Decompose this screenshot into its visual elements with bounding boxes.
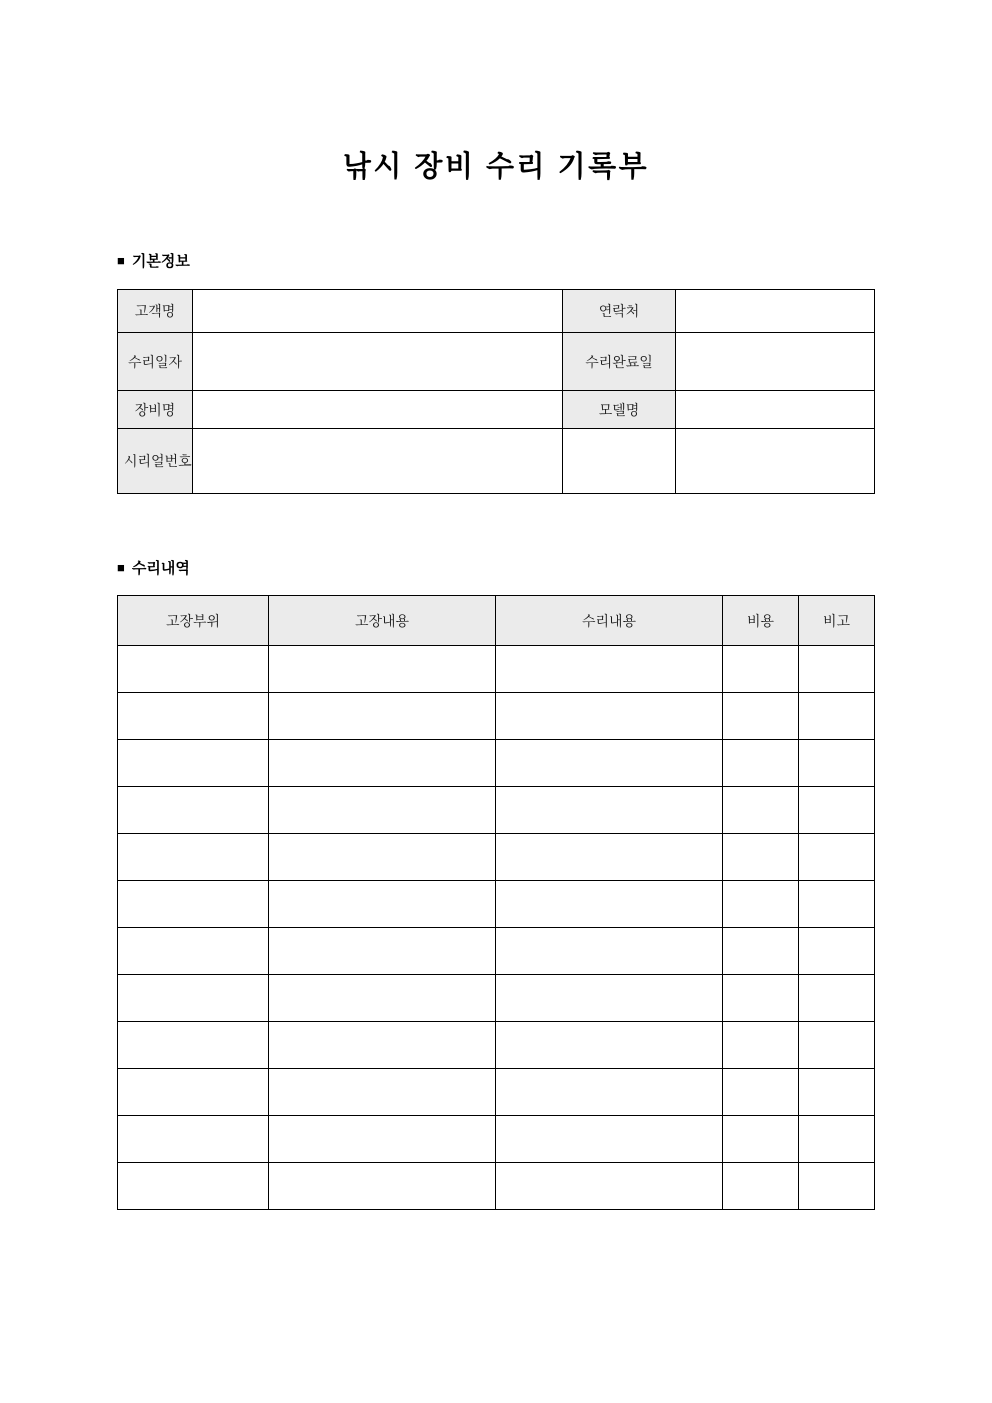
table-row [118,646,875,693]
field-value-repair-completion-date[interactable] [676,333,875,391]
cell-cost[interactable] [723,693,799,740]
table-row [118,787,875,834]
table-row [118,1069,875,1116]
column-header-repair-detail: 수리내용 [496,596,723,646]
field-label-model-name: 모델명 [563,391,676,429]
cell-note[interactable] [799,1116,875,1163]
field-label-repair-completion-date: 수리완료일 [563,333,676,391]
field-value-customer-name[interactable] [193,290,563,333]
cell-repair-detail[interactable] [496,787,723,834]
cell-note[interactable] [799,975,875,1022]
cell-repair-detail[interactable] [496,975,723,1022]
cell-fault-part[interactable] [118,646,269,693]
cell-note[interactable] [799,646,875,693]
cell-fault-part[interactable] [118,928,269,975]
cell-repair-detail[interactable] [496,881,723,928]
cell-cost[interactable] [723,975,799,1022]
table-row [118,1163,875,1210]
cell-repair-detail[interactable] [496,646,723,693]
cell-fault-detail[interactable] [269,1022,496,1069]
table-row [118,333,875,391]
cell-note[interactable] [799,693,875,740]
column-header-note: 비고 [799,596,875,646]
cell-repair-detail[interactable] [496,1069,723,1116]
field-label-serial-number: 시리얼번호 [118,429,193,494]
cell-repair-detail[interactable] [496,1116,723,1163]
field-value-serial-number[interactable] [193,429,563,494]
cell-fault-detail[interactable] [269,693,496,740]
table-row [118,881,875,928]
cell-fault-detail[interactable] [269,740,496,787]
section-heading-basic-info [117,250,190,273]
cell-fault-part[interactable] [118,1116,269,1163]
cell-fault-part[interactable] [118,740,269,787]
field-value-repair-date[interactable] [193,333,563,391]
section-heading-basic-info-label: 기본정보 [131,253,190,270]
field-value-equipment-name[interactable] [193,391,563,429]
field-empty-cell-2[interactable] [676,429,875,494]
cell-note[interactable] [799,787,875,834]
cell-fault-part[interactable] [118,834,269,881]
field-label-equipment-name: 장비명 [118,391,193,429]
cell-fault-detail[interactable] [269,1116,496,1163]
page-title: 낚시 장비 수리 기록부 [342,151,650,184]
cell-cost[interactable] [723,1022,799,1069]
cell-fault-detail[interactable] [269,646,496,693]
cell-fault-detail[interactable] [269,881,496,928]
basic-info-table [117,289,875,494]
cell-fault-part[interactable] [118,881,269,928]
cell-fault-part[interactable] [118,1163,269,1210]
table-header-row [118,596,875,646]
cell-cost[interactable] [723,646,799,693]
cell-fault-part[interactable] [118,787,269,834]
section-heading-repair-details [117,557,190,580]
cell-cost[interactable] [723,787,799,834]
table-row [118,928,875,975]
table-row [118,290,875,333]
table-row [118,834,875,881]
cell-repair-detail[interactable] [496,1163,723,1210]
table-row [118,429,875,494]
cell-fault-detail[interactable] [269,1163,496,1210]
column-header-fault-part: 고장부위 [118,596,269,646]
section-heading-repair-details-label: 수리내역 [131,560,190,577]
cell-note[interactable] [799,740,875,787]
cell-fault-detail[interactable] [269,1069,496,1116]
field-empty-cell-1[interactable] [563,429,676,494]
repair-details-table [117,595,875,1210]
cell-repair-detail[interactable] [496,693,723,740]
field-value-contact[interactable] [676,290,875,333]
cell-repair-detail[interactable] [496,740,723,787]
cell-fault-part[interactable] [118,1022,269,1069]
column-header-cost: 비용 [723,596,799,646]
table-row [118,740,875,787]
square-bullet-icon: ■ [117,560,125,575]
cell-note[interactable] [799,1163,875,1210]
cell-cost[interactable] [723,834,799,881]
cell-fault-detail[interactable] [269,975,496,1022]
square-bullet-icon: ■ [117,253,125,268]
table-row [118,1022,875,1069]
cell-fault-detail[interactable] [269,834,496,881]
cell-cost[interactable] [723,1069,799,1116]
cell-cost[interactable] [723,1163,799,1210]
cell-fault-part[interactable] [118,693,269,740]
cell-cost[interactable] [723,928,799,975]
cell-fault-part[interactable] [118,975,269,1022]
table-row [118,693,875,740]
cell-note[interactable] [799,881,875,928]
field-label-contact: 연락처 [563,290,676,333]
cell-note[interactable] [799,1022,875,1069]
cell-cost[interactable] [723,881,799,928]
cell-repair-detail[interactable] [496,1022,723,1069]
field-label-repair-date: 수리일자 [118,333,193,391]
cell-fault-detail[interactable] [269,787,496,834]
cell-fault-detail[interactable] [269,928,496,975]
cell-note[interactable] [799,834,875,881]
table-row [118,975,875,1022]
field-value-model-name[interactable] [676,391,875,429]
cell-fault-part[interactable] [118,1069,269,1116]
cell-cost[interactable] [723,740,799,787]
cell-repair-detail[interactable] [496,834,723,881]
cell-note[interactable] [799,1069,875,1116]
cell-note[interactable] [799,928,875,975]
column-header-fault-detail: 고장내용 [269,596,496,646]
cell-repair-detail[interactable] [496,928,723,975]
cell-cost[interactable] [723,1116,799,1163]
table-row [118,1116,875,1163]
table-row [118,391,875,429]
field-label-customer-name: 고객명 [118,290,193,333]
